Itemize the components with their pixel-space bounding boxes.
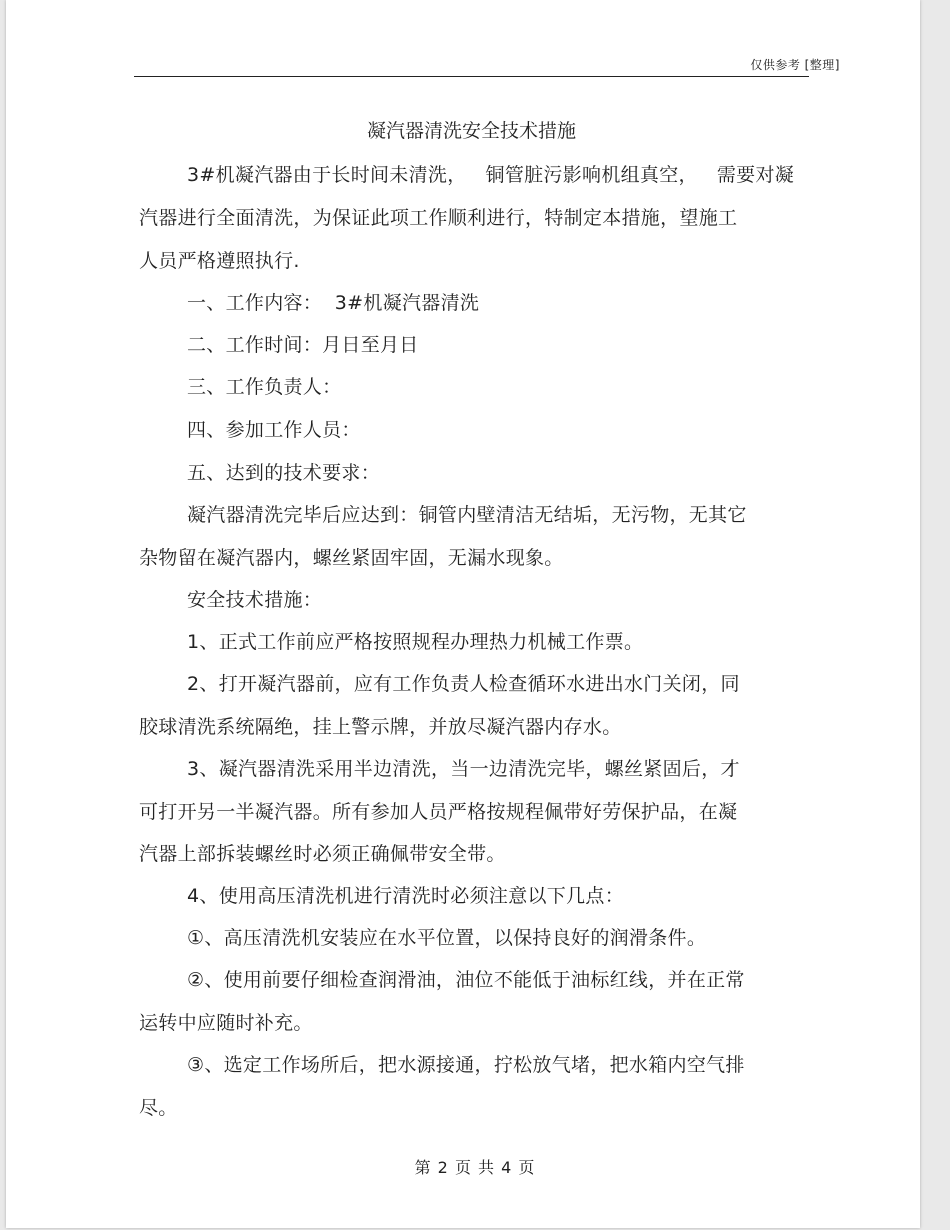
page-number: 第 2 页 共 4 页 xyxy=(414,1158,536,1177)
text-line: 3#机凝汽器由于长时间未清洗， 铜管脏污影响机组真空， 需要对凝 xyxy=(187,164,795,186)
text-line: ②、使用前要仔细检查润滑油，油位不能低于油标红线，并在正常 xyxy=(187,969,745,991)
text-line: 凝汽器清洗完毕后应达到：铜管内壁清洁无结垢，无污物，无其它 xyxy=(187,504,747,526)
header-note: 仅供参考 [整理] xyxy=(750,58,840,72)
text-line: 杂物留在凝汽器内，螺丝紧固牢固，无漏水现象。 xyxy=(139,547,564,569)
text-line: 汽器上部拆装螺丝时必须正确佩带安全带。 xyxy=(139,843,506,865)
text-line: 可打开另一半凝汽器。所有参加人员严格按规程佩带好劳保护品，在凝 xyxy=(139,801,738,823)
text-line: ①、高压清洗机安装应在水平位置，以保持良好的润滑条件。 xyxy=(187,927,707,949)
header-rule xyxy=(134,76,809,77)
text-line: 五、达到的技术要求： xyxy=(187,462,381,484)
text-line: 一、工作内容： 3#机凝汽器清洗 xyxy=(187,292,480,314)
text-line: 运转中应随时补充。 xyxy=(139,1012,313,1034)
text-line: 尽。 xyxy=(139,1097,178,1119)
text-line: 四、参加工作人员： xyxy=(187,419,361,441)
text-line: 1、正式工作前应严格按照规程办理热力机械工作票。 xyxy=(187,631,644,653)
text-line: 汽器进行全面清洗，为保证此项工作顺利进行，特制定本措施，望施工 xyxy=(139,207,738,229)
text-line: 胶球清洗系统隔绝，挂上警示牌，并放尽凝汽器内存水。 xyxy=(139,716,622,738)
text-line: ③、选定工作场所后，把水源接通，拧松放气堵，把水箱内空气排 xyxy=(187,1054,745,1076)
text-line: 3、凝汽器清洗采用半边清洗，当一边清洗完毕，螺丝紧固后，才 xyxy=(187,758,740,780)
text-line: 2、打开凝汽器前，应有工作负责人检查循环水进出水门关闭，同 xyxy=(187,673,740,695)
text-line: 三、工作负责人： xyxy=(187,376,342,398)
page-title: 凝汽器清洗安全技术措施 xyxy=(366,120,576,142)
text-line: 安全技术措施： xyxy=(187,589,323,611)
text-line: 4、使用高压清洗机进行清洗时必须注意以下几点： xyxy=(187,885,624,907)
text-line: 人员严格遵照执行. xyxy=(139,250,300,272)
text-line: 二、工作时间：月日至月日 xyxy=(187,334,419,356)
